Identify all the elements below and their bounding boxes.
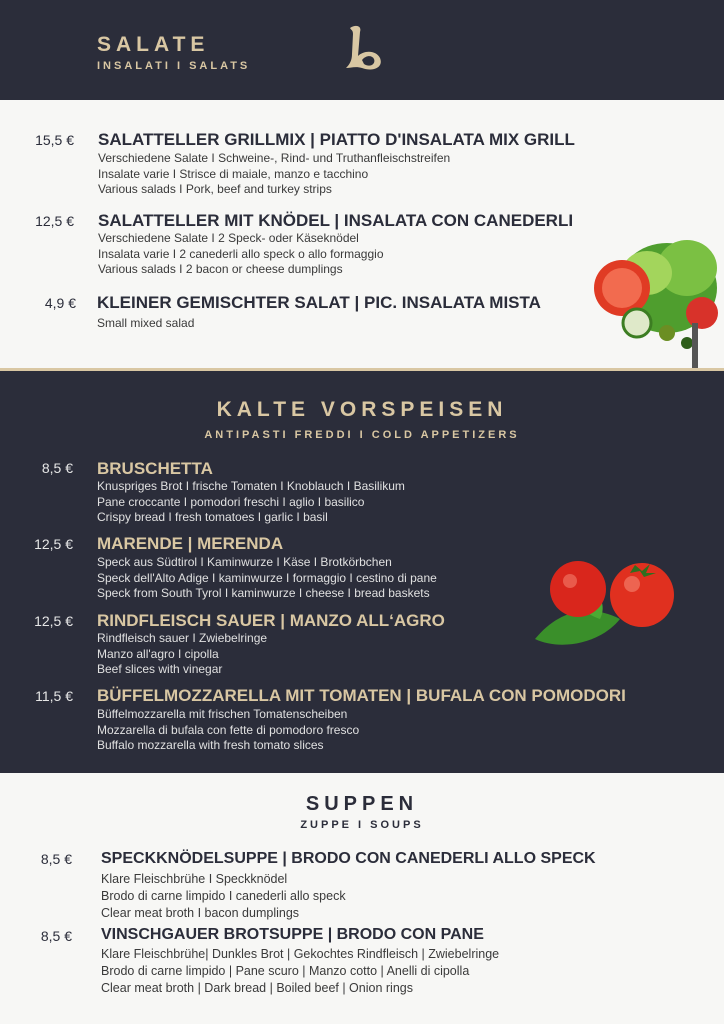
salate-subtitle: INSALATI I SALATS [97,60,251,72]
item-name: MARENDE | MERENDA [97,534,284,553]
item-description: Verschiedene Salate I Schweine-, Rind- und Truthanfleischstreifen Insalate varie I Strisce di maiale, manzo e tacchino Various salads I Pork, beef and turkey strips [98,151,451,196]
suppen-section [0,773,724,1024]
item-description: Verschiedene Salate I 2 Speck- oder Käseknödel Insalata varie I 2 canederli allo speck o allo formaggio Various salads I 2 bacon or cheese dumplings [98,231,384,276]
item-price: 4,9 € [44,295,76,311]
item-description: Klare Fleischbrühe| Dunkles Brot | Gekochtes Rindfleisch | Zwiebelringe Brodo di carne limpido | Pane scuro | Manzo cotto | Anelli di cipolla Clear meat broth | Dark bread | Boiled beef | Onion rings [101,947,500,995]
item-name: BRUSCHETTA [97,459,213,478]
item-description: Speck aus Südtirol I Kaminwurze I Käse I Brotkörbchen Speck dell'Alto Adige I kaminwurze I formaggio I cestino di pane Speck from South Tyrol I kaminwurze I cheese I bread baskets [97,555,437,600]
item-name: VINSCHGAUER BROTSUPPE | BRODO CON PANE [101,926,484,943]
item-price: 12,5 € [35,213,74,229]
item-price: 8,5 € [40,928,72,944]
item-price: 12,5 € [34,613,73,629]
salate-header [0,0,724,100]
item-description: Büffelmozzarella mit frischen Tomatenscheiben Mozzarella di bufala con fette di pomodoro fresco Buffalo mozzarella with fresh tomato slices [97,707,360,752]
suppen-title: SUPPEN [305,793,419,815]
item-price: 8,5 € [40,851,72,867]
item-description: Rindfleisch sauer I Zwiebelringe Manzo all'agro I cipolla Beef slices with vinegar [97,631,268,676]
item-description: Knuspriges Brot I frische Tomaten I Knoblauch I Basilikum Pane croccante I pomodori freschi I aglio I basilico Crispy bread I fresh tomatoes I garlic I basil [97,479,405,524]
item-name: SALATTELLER GRILLMIX | PIATTO D'INSALATA MIX GRILL [98,130,575,149]
item-price: 15,5 € [35,132,74,148]
item-price: 8,5 € [41,460,73,476]
vorspeisen-section [0,371,724,773]
tomato-image [530,559,680,651]
logo-icon [340,22,386,72]
item-name: SPECKKNÖDELSUPPE | BRODO CON CANEDERLI ALLO SPECK [101,850,596,867]
item-name: RINDFLEISCH SAUER | MANZO ALL‘AGRO [97,611,445,630]
item-price: 11,5 € [35,688,73,704]
item-description: Klare Fleischbrühe I Speckknödel Brodo di carne limpido I canederli allo speck Clear meat broth I bacon dumplings [101,872,346,920]
vorspeisen-title: KALTE VORSPEISEN [216,398,508,421]
item-name: KLEINER GEMISCHTER SALAT | PIC. INSALATA MISTA [97,293,541,312]
item-price: 12,5 € [34,536,73,552]
salate-title: SALATE [97,33,210,56]
salate-section [0,100,724,370]
item-description: Small mixed salad [97,316,195,330]
item-name: SALATTELLER MIT KNÖDEL | INSALATA CON CANEDERLI [98,211,574,230]
suppen-subtitle: ZUPPE I SOUPS [300,819,424,831]
logo [340,22,386,72]
item-name: BÜFFELMOZZARELLA MIT TOMATEN | BUFALA CON POMODORI [97,686,626,705]
vorspeisen-subtitle: ANTIPASTI FREDDI I COLD APPETIZERS [204,429,520,441]
salad-image [592,228,724,373]
